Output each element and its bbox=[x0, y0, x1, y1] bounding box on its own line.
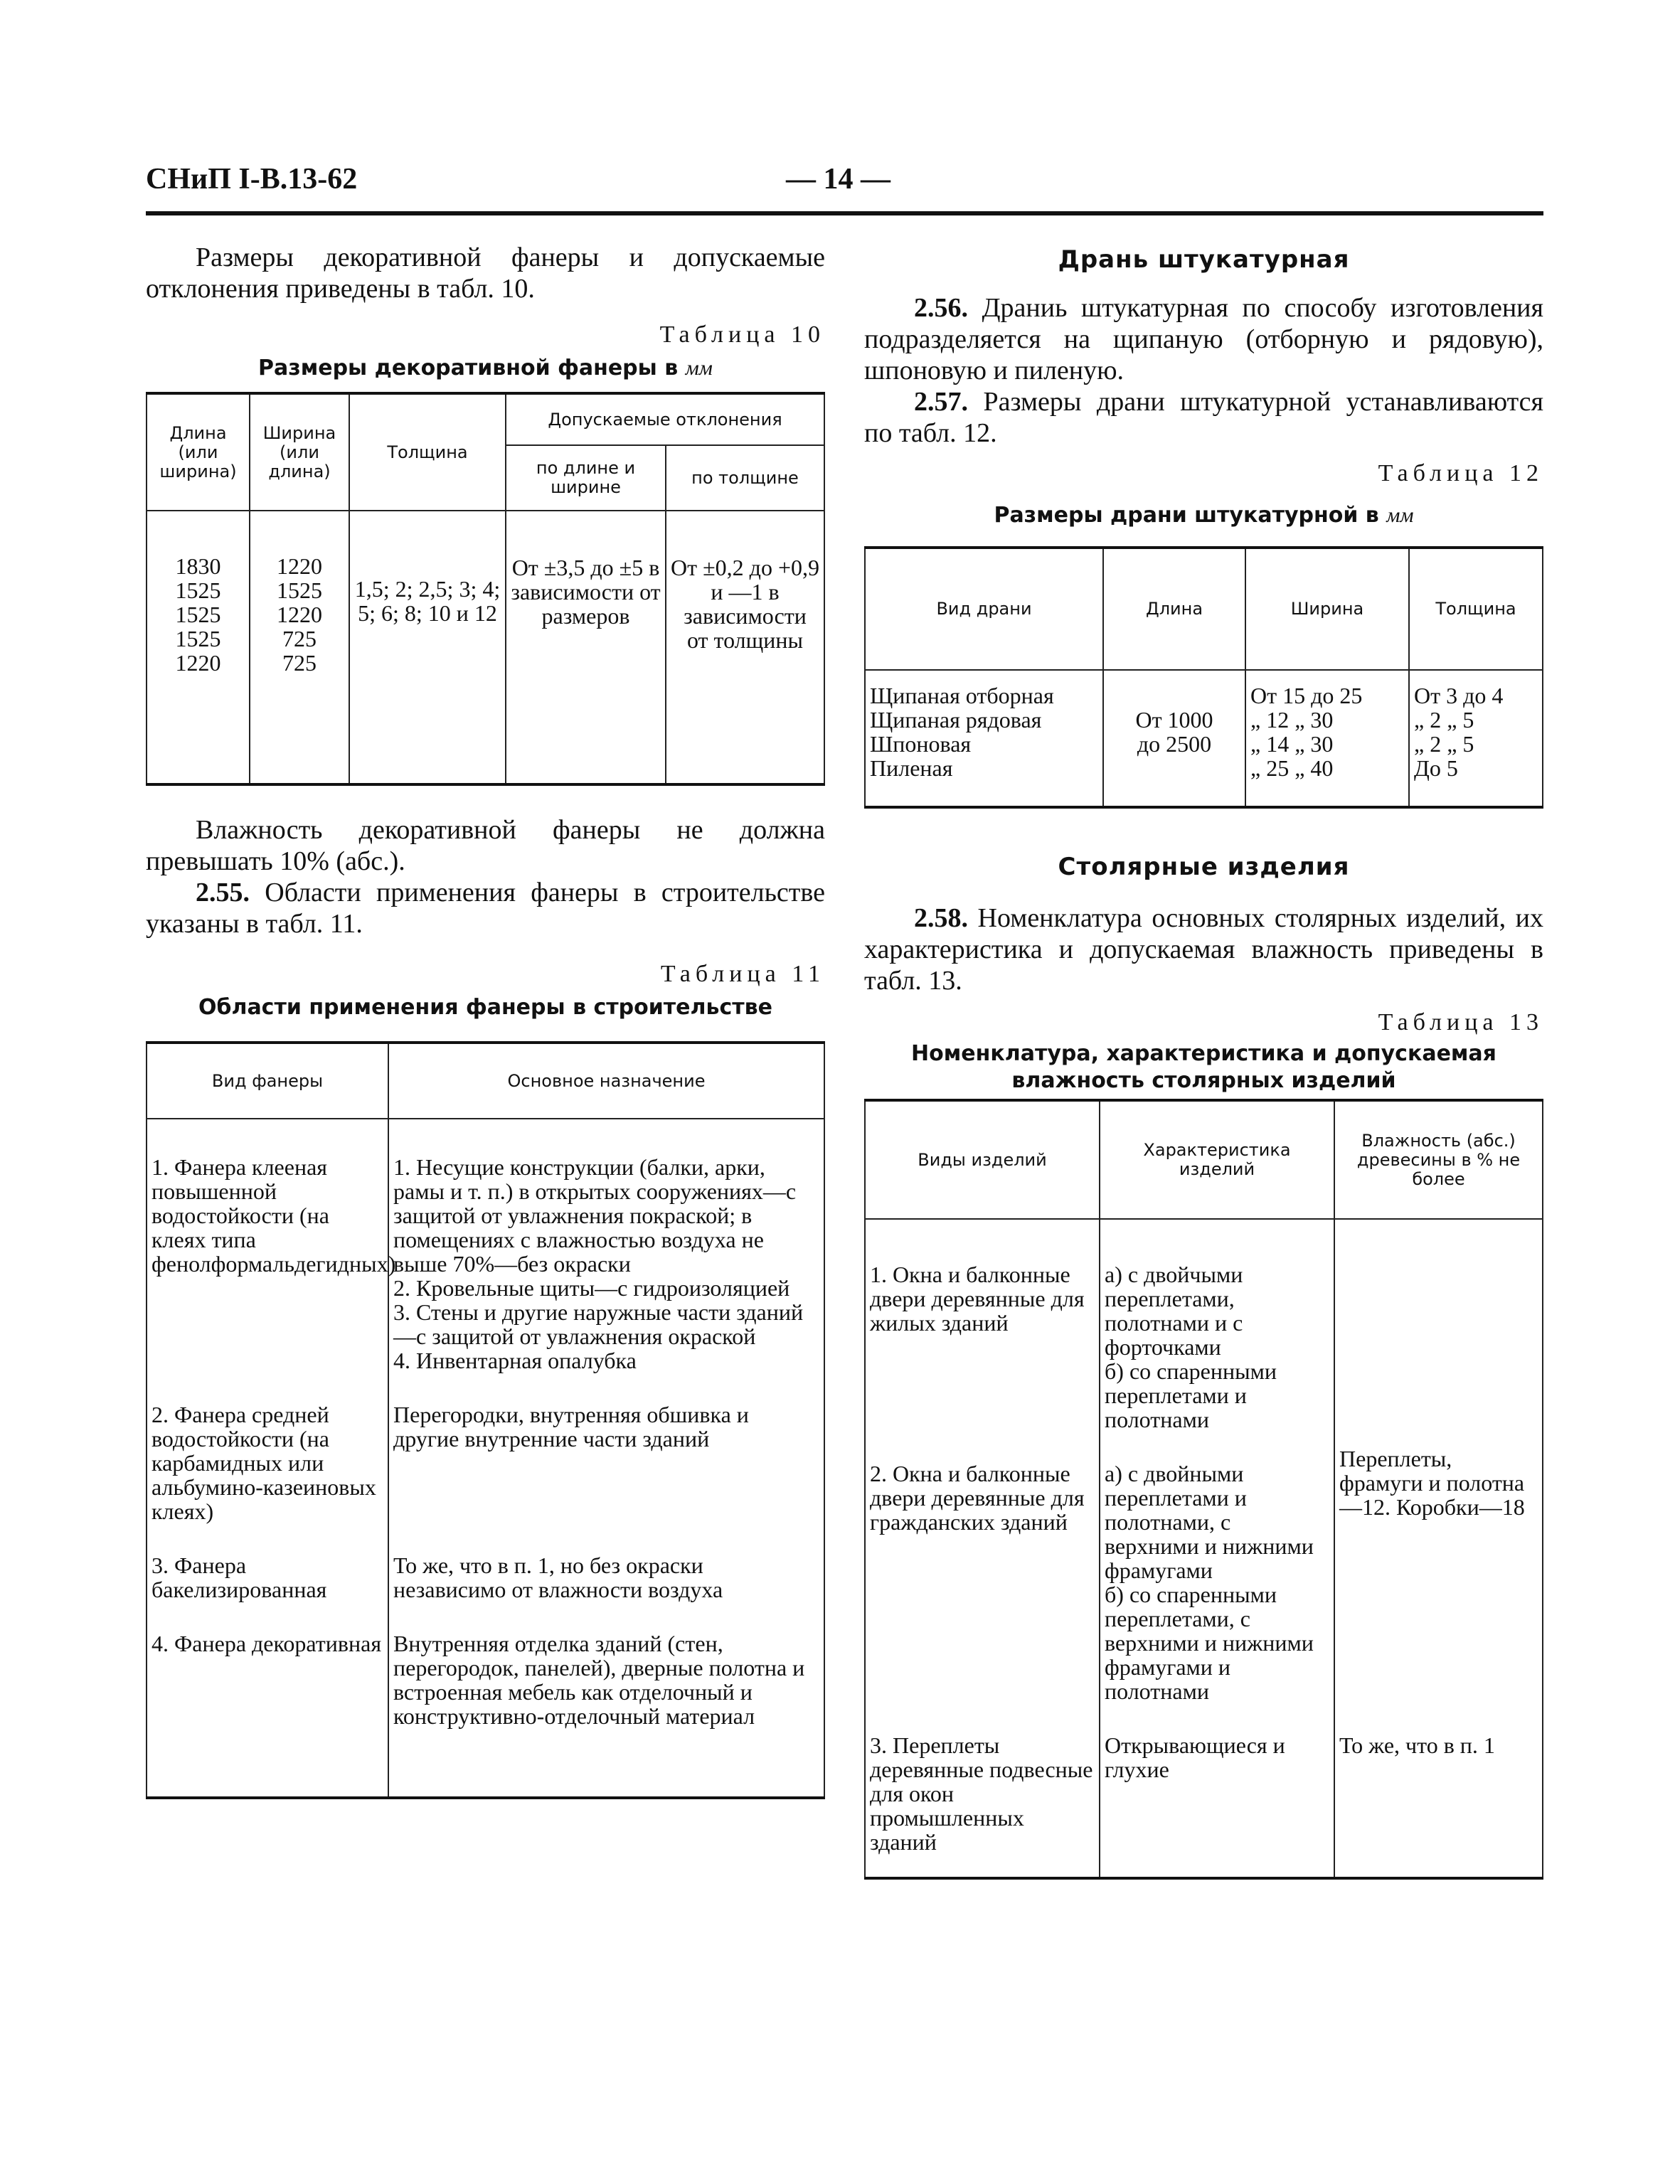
t10-header-dev-lw: по длине и ширине bbox=[506, 445, 666, 511]
t11-row1-purpose: 1. Несущие конструкции (балки, арки, рамы и т. п.) в открытых сооружениях—с защитой от увлажнения покраской; в помещениях с влажностью воздуха не выше 70%—без окраски 2. Кровельные щиты—с гидроизоляцией 3. Стены и другие наружные части зданий—с защитой от увлажнения окраской 4. Инвентарная опалубка bbox=[388, 1119, 824, 1374]
table11-number: Таблица 11 bbox=[660, 961, 825, 987]
t13-header-char: Характеристика изделий bbox=[1100, 1100, 1334, 1219]
intro-paragraph: Размеры декоративной фанеры и допускаемые отклонения приведены в табл. 10. bbox=[146, 243, 825, 304]
para-2-57: 2.57. Размеры драни штукатурной устанавливаются по табл. 12. bbox=[864, 387, 1543, 448]
t10-header-dev-thick: по толщине bbox=[666, 445, 824, 511]
t13-header-moisture: Влажность (абс.) древесины в % не более bbox=[1334, 1100, 1543, 1219]
t13-moisture-group: Переплеты, фрамуги и полотна—12. Коробки—18 bbox=[1334, 1219, 1543, 1705]
t13-row3-char: Открывающиеся и глухие bbox=[1100, 1705, 1334, 1878]
t12-header-thickness: Толщина bbox=[1409, 548, 1543, 670]
page-number: — 14 — bbox=[786, 163, 890, 196]
t11-row2-purpose: Перегородки, внутренняя обшивка и другие внутренние части зданий bbox=[388, 1374, 824, 1525]
table12-number: Таблица 12 bbox=[1378, 460, 1543, 486]
t12-header-length: Длина bbox=[1103, 548, 1245, 670]
table12-caption: Размеры драни штукатурной в мм bbox=[994, 503, 1414, 528]
t10-header-deviations: Допускаемые отклонения bbox=[506, 393, 824, 445]
t11-row1-kind: 1. Фанера клееная повышенной водостойкости (на клеях типа фенолформальдегидных) bbox=[147, 1119, 388, 1374]
t12-header-kind: Вид драни bbox=[865, 548, 1103, 670]
t11-row2-kind: 2. Фанера средней водостойкости (на карбамидных или альбумино-казеиновых клеях) bbox=[147, 1374, 388, 1525]
t11-header-purpose: Основное назначение bbox=[388, 1043, 824, 1119]
t11-header-kind: Вид фанеры bbox=[147, 1043, 388, 1119]
t11-row3-purpose: То же, что в п. 1, но без окраски независимо от влажности воздуха bbox=[388, 1525, 824, 1603]
table10 bbox=[146, 392, 825, 786]
t13-row1-char: а) с двойчыми переплетами, полотнами и с форточками б) со спаренными переплетами и полотнами bbox=[1100, 1219, 1334, 1433]
t12-kinds: Щипаная отборная Щипаная рядовая Шпоновая Пиленая bbox=[865, 670, 1103, 807]
para-2-56: 2.56. Драниь штукатурная по способу изготовления подразделяется на щипаную (отборную и рядовую), шпоновую и пиленую. bbox=[864, 293, 1543, 385]
table12 bbox=[864, 546, 1543, 809]
t13-header-kind: Виды изделий bbox=[865, 1100, 1100, 1219]
t10-widths: 1220 1525 1220 725 725 bbox=[250, 511, 349, 784]
t10-header-length: Длина (или ширина) bbox=[147, 393, 250, 511]
para-2-58: 2.58. Номенклатура основных столярных изделий, их характеристика и допускаемая влажность приведены в табл. 13. bbox=[864, 903, 1543, 996]
table11 bbox=[146, 1041, 825, 1799]
t13-row2-char: а) с двойными переплетами и полотнами, с верхними и нижними фрамугами б) со спаренными переплетами, с верхними и нижними фрамугами и полотнами bbox=[1100, 1433, 1334, 1705]
t12-length: От 1000 до 2500 bbox=[1103, 670, 1245, 807]
t13-row3-kind: 3. Переплеты деревянные подвесные для окон промышленных зданий bbox=[865, 1705, 1100, 1878]
left-column bbox=[146, 242, 825, 1799]
section-lath: Дрань штукатурная bbox=[1058, 245, 1350, 274]
document-code: СНиП I-В.13-62 bbox=[146, 163, 358, 196]
page-header bbox=[146, 162, 1543, 205]
t12-thickness: От 3 до 4 „ 2 „ 5 „ 2 „ 5 До 5 bbox=[1409, 670, 1543, 807]
t11-row4-purpose: Внутренняя отделка зданий (стен, перегородок, панелей), дверные полотна и встроенная мебель как отделочный и конструктивно-отделочный материал bbox=[388, 1603, 824, 1798]
right-column bbox=[864, 245, 1543, 1880]
table13-number: Таблица 13 bbox=[1378, 1009, 1543, 1035]
t13-row1-kind: 1. Окна и балконные двери деревянные для жилых зданий bbox=[865, 1219, 1100, 1433]
t10-thickness: 1,5; 2; 2,5; 3; 4; 5; 6; 8; 10 и 12 bbox=[349, 511, 506, 784]
table10-caption: Размеры декоративной фанеры в мм bbox=[258, 356, 713, 380]
t11-row4-kind: 4. Фанера декоративная bbox=[147, 1603, 388, 1798]
t10-dev-lw: От ±3,5 до ±5 в зависимости от размеров bbox=[506, 511, 666, 784]
t12-header-width: Ширина bbox=[1245, 548, 1409, 670]
t13-row2-kind: 2. Окна и балконные двери деревянные для гражданских зданий bbox=[865, 1433, 1100, 1705]
t10-header-thickness: Толщина bbox=[349, 393, 506, 511]
header-rule bbox=[146, 211, 1543, 215]
t10-header-width: Ширина (или длина) bbox=[250, 393, 349, 511]
moisture-paragraph: Влажность декоративной фанеры не должна превышать 10% (абс.). bbox=[146, 815, 825, 876]
t10-dev-thick: От ±0,2 до +0,9 и —1 в зависимости от толщины bbox=[666, 511, 824, 784]
table10-number: Таблица 10 bbox=[659, 321, 825, 348]
table11-caption: Области применения фанеры в строительстве bbox=[198, 995, 772, 1020]
t13-row3-moisture: То же, что в п. 1 bbox=[1334, 1705, 1543, 1878]
t10-lengths: 1830 1525 1525 1525 1220 bbox=[147, 511, 250, 784]
t11-row3-kind: 3. Фанера бакелизированная bbox=[147, 1525, 388, 1603]
table13-caption: Номенклатура, характеристика и допускаемая влажность столярных изделий bbox=[911, 1041, 1496, 1093]
para-2-55: 2.55. Области применения фанеры в строительстве указаны в табл. 11. bbox=[146, 878, 825, 939]
section-joinery: Столярные изделия bbox=[1058, 853, 1350, 881]
table13 bbox=[864, 1099, 1543, 1880]
t12-widths: От 15 до 25 „ 12 „ 30 „ 14 „ 30 „ 25 „ 40 bbox=[1245, 670, 1409, 807]
